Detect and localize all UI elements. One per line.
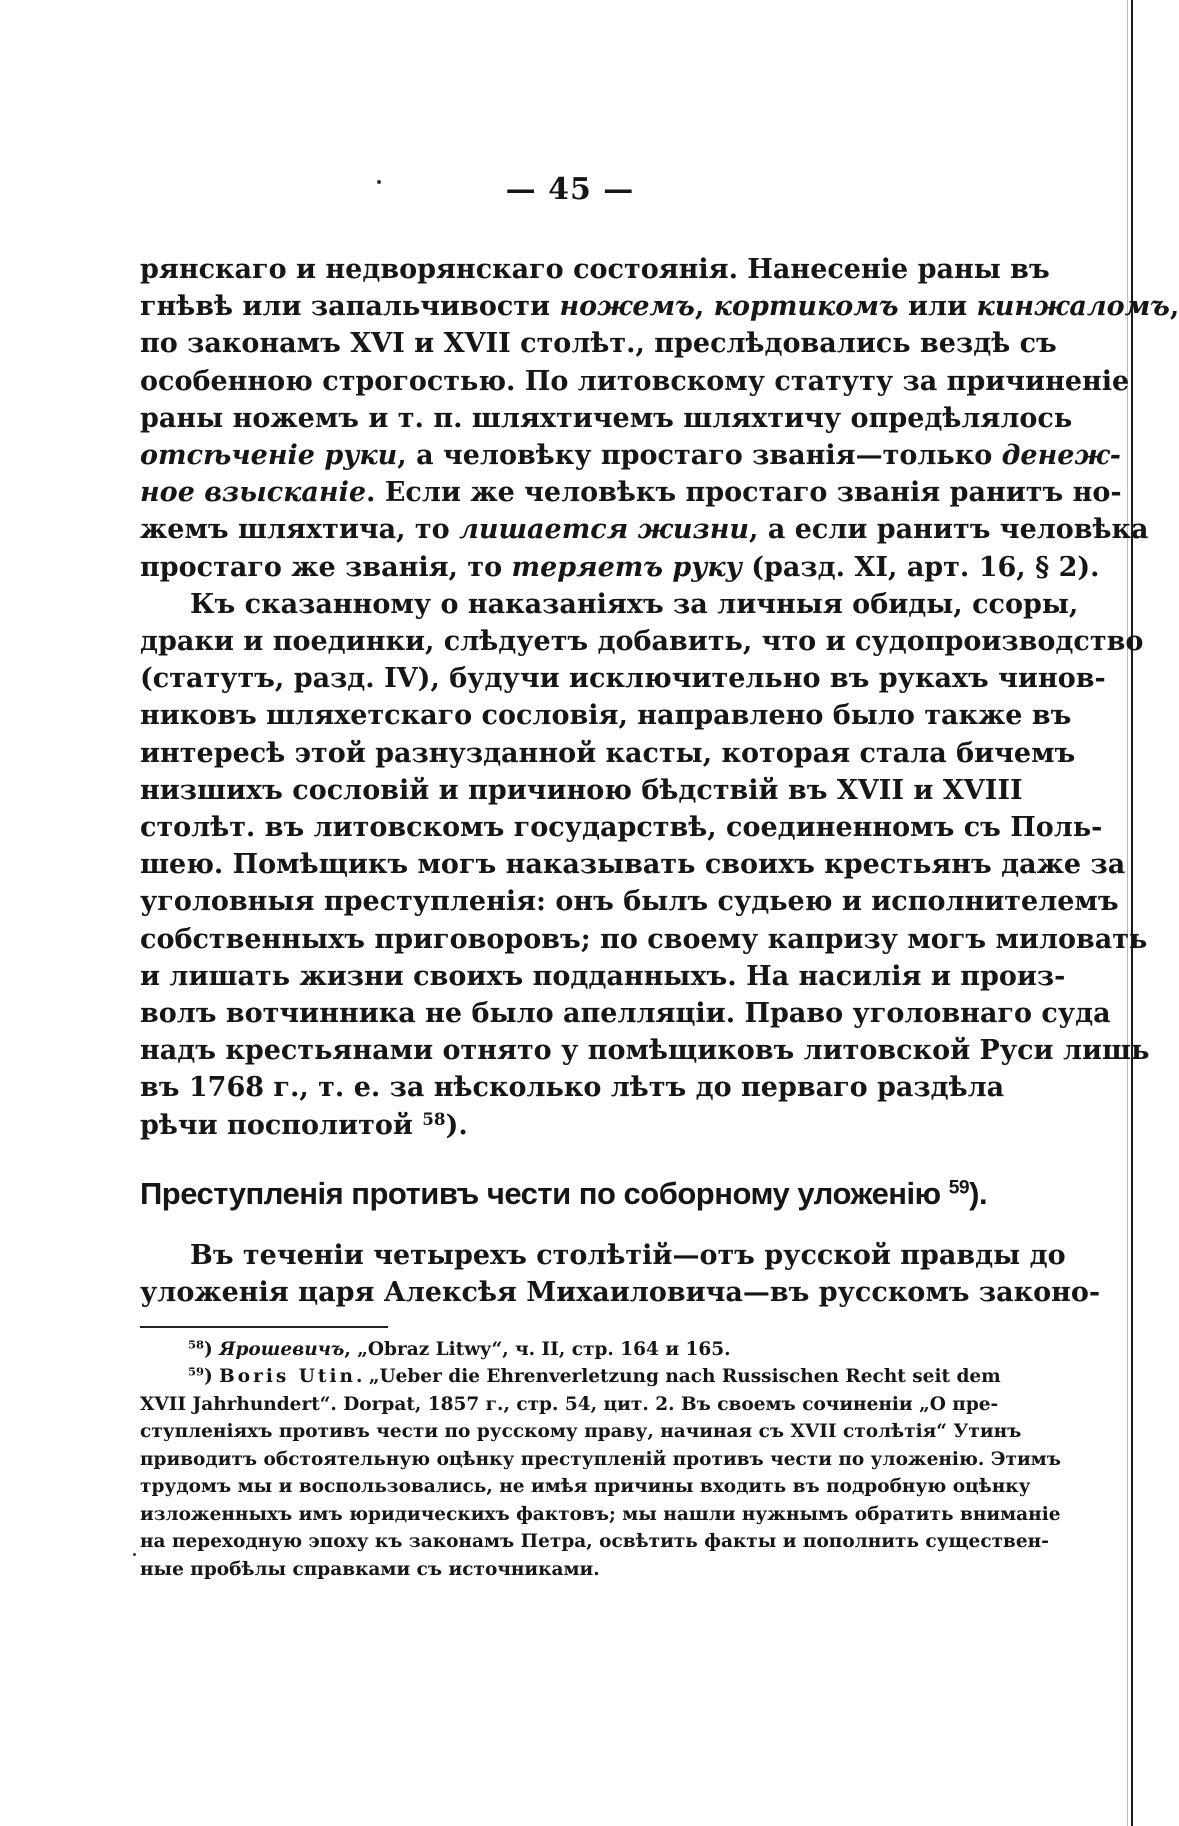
body-line: и лишать жизни своихъ подданныхъ. На насилія и произ- xyxy=(140,960,1066,992)
body-line: уголовныя преступленія: онъ былъ судьею и исполнителемъ xyxy=(140,886,1119,918)
body-line: отсѣченіе руки, а человѣку простаго званія—только денеж- xyxy=(140,440,1121,471)
heading-tail: ). xyxy=(969,1176,988,1211)
footnote-author: Boris Utin xyxy=(219,1366,356,1387)
footnote-line xyxy=(140,1473,1031,1500)
footnote-line xyxy=(140,1418,1022,1445)
body-line: по законамъ XVI и XVII столѣт., преслѣдовались вездѣ съ xyxy=(140,328,1057,360)
body-line: особенною строгостью. По литовскому статуту за причиненіе xyxy=(140,365,1130,397)
footnote-line xyxy=(140,1391,999,1418)
footnote-text: приводитъ обстоятельную оцѣнку преступленій противъ чести по уложенію. Этимъ xyxy=(140,1448,1061,1470)
page-number: — 45 — xyxy=(505,172,635,207)
footnote-line xyxy=(140,1446,1061,1473)
footnote-rule xyxy=(140,1326,388,1328)
body-line: интересѣ этой разнузданной касты, которая стала бичемъ xyxy=(140,737,1076,769)
heading-text: Преступленія противъ чести по соборному уложенію xyxy=(140,1176,941,1211)
body-line: въ 1768 г., т. е. за нѣсколько лѣтъ до перваго раздѣла xyxy=(140,1072,1005,1104)
body-line: рянскаго и недворянскаго состоянія. Нанесеніе раны въ xyxy=(140,254,1050,285)
footnote-text: ступленіяхъ противъ чести по русскому праву, начиная съ XVII столѣтія“ Утинъ xyxy=(140,1421,1022,1442)
footnote-mark: 58 xyxy=(188,1337,204,1352)
body-line: низшихъ сословій и причиною бѣдствій въ XVII и XVIII xyxy=(140,774,1023,806)
page-edge-shadow xyxy=(1127,0,1128,1826)
after-heading-line: Въ теченіи четырехъ столѣтій—отъ русской правды до xyxy=(190,1240,1066,1271)
footnote-58: $^{58}$) Ярошевичъ, „Obraz Litwy“, ч. II, стр. 164 и 165. xyxy=(188,1337,731,1360)
footnote-line xyxy=(140,1501,1061,1528)
body-line: рѣчи посполитой $^{58}$). xyxy=(140,1108,468,1141)
footnote-text: ные пробѣлы справками съ источниками. xyxy=(140,1558,600,1580)
footnote-text: XVII Jahrhundert“. Dorpat, 1857 г., стр. 54, цит. 2. Въ своемъ сочиненіи „О пре- xyxy=(140,1393,999,1415)
footnote-author: Ярошевичъ xyxy=(219,1339,345,1360)
body-line: Къ сказанному о наказаніяхъ за личныя обиды, ссоры, xyxy=(190,588,1079,620)
footnote-ref-59[interactable]: 59 xyxy=(948,1177,970,1199)
footnote-mark: 59 xyxy=(188,1364,204,1379)
footnote-text: трудомъ мы и воспользовались, не имѣя причины входить въ подробную оцѣнку xyxy=(140,1476,1031,1497)
footnote-ref-58[interactable]: 58 xyxy=(422,1108,446,1129)
ink-speck xyxy=(133,1553,136,1556)
body-line: простаго же званія, то теряетъ руку (разд. XI, арт. 16, § 2). xyxy=(140,551,1100,583)
body-line: собственныхъ приговоровъ; по своему капризу могъ миловать xyxy=(140,923,1148,955)
body-line: жемъ шляхтича, то лишается жизни, а если ранитъ человѣка xyxy=(140,514,1149,546)
footnote-line xyxy=(140,1528,1049,1555)
footnote-text: , „Obraz Litwy“, ч. II, стр. 164 и 165. xyxy=(344,1339,731,1360)
after-heading-line: уложенія царя Алексѣя Михаиловича—въ русскомъ законо- xyxy=(140,1277,1101,1309)
footnote-line: $^{59}$) Boris Utin. „Ueber die Ehrenverletzung nach Russischen Recht seit dem xyxy=(188,1364,1001,1387)
footnote-text: на переходную эпоху къ законамъ Петра, освѣтить факты и пополнить существен- xyxy=(140,1531,1049,1552)
body-line: волъ вотчинника не было апелляціи. Право уголовнаго суда xyxy=(140,998,1111,1029)
footnote-line xyxy=(140,1556,972,1583)
body-line: гнѣвѣ или запальчивости ножемъ, кортикомъ или кинжаломъ, xyxy=(140,291,1179,323)
body-line: драки и поединки, слѣдуетъ добавить, что и судопроизводство xyxy=(140,626,1144,657)
body-line: (статутъ, разд. IV), будучи исключительно въ рукахъ чинов- xyxy=(140,663,1106,695)
footnote-text: изложенныхъ имъ юридическихъ фактовъ; мы нашли нужнымъ обратить вниманіе xyxy=(140,1503,1061,1525)
body-line: надъ крестьянами отнято у помѣщиковъ литовской Руси лишь xyxy=(140,1035,1150,1067)
page-edge-rule xyxy=(1131,0,1135,1826)
body-line: ное взысканіе. Если же человѣкъ простаго званія ранитъ но- xyxy=(140,477,1122,509)
body-line: столѣт. въ литовскомъ государствѣ, соединенномъ съ Поль- xyxy=(140,812,1103,843)
body-line: раны ножемъ и т. п. шляхтичемъ шляхтичу опредѣлялось xyxy=(140,402,1073,434)
section-heading xyxy=(140,1174,988,1214)
body-line: никовъ шляхетскаго сословія, направлено было также въ xyxy=(140,700,1072,732)
body-line: шею. Помѣщикъ могъ наказывать своихъ крестьянъ даже за xyxy=(140,849,1126,881)
footnote-text: . „Ueber die Ehrenverletzung nach Russischen Recht seit dem xyxy=(355,1366,1001,1387)
body-end-tail: ). xyxy=(445,1109,468,1141)
